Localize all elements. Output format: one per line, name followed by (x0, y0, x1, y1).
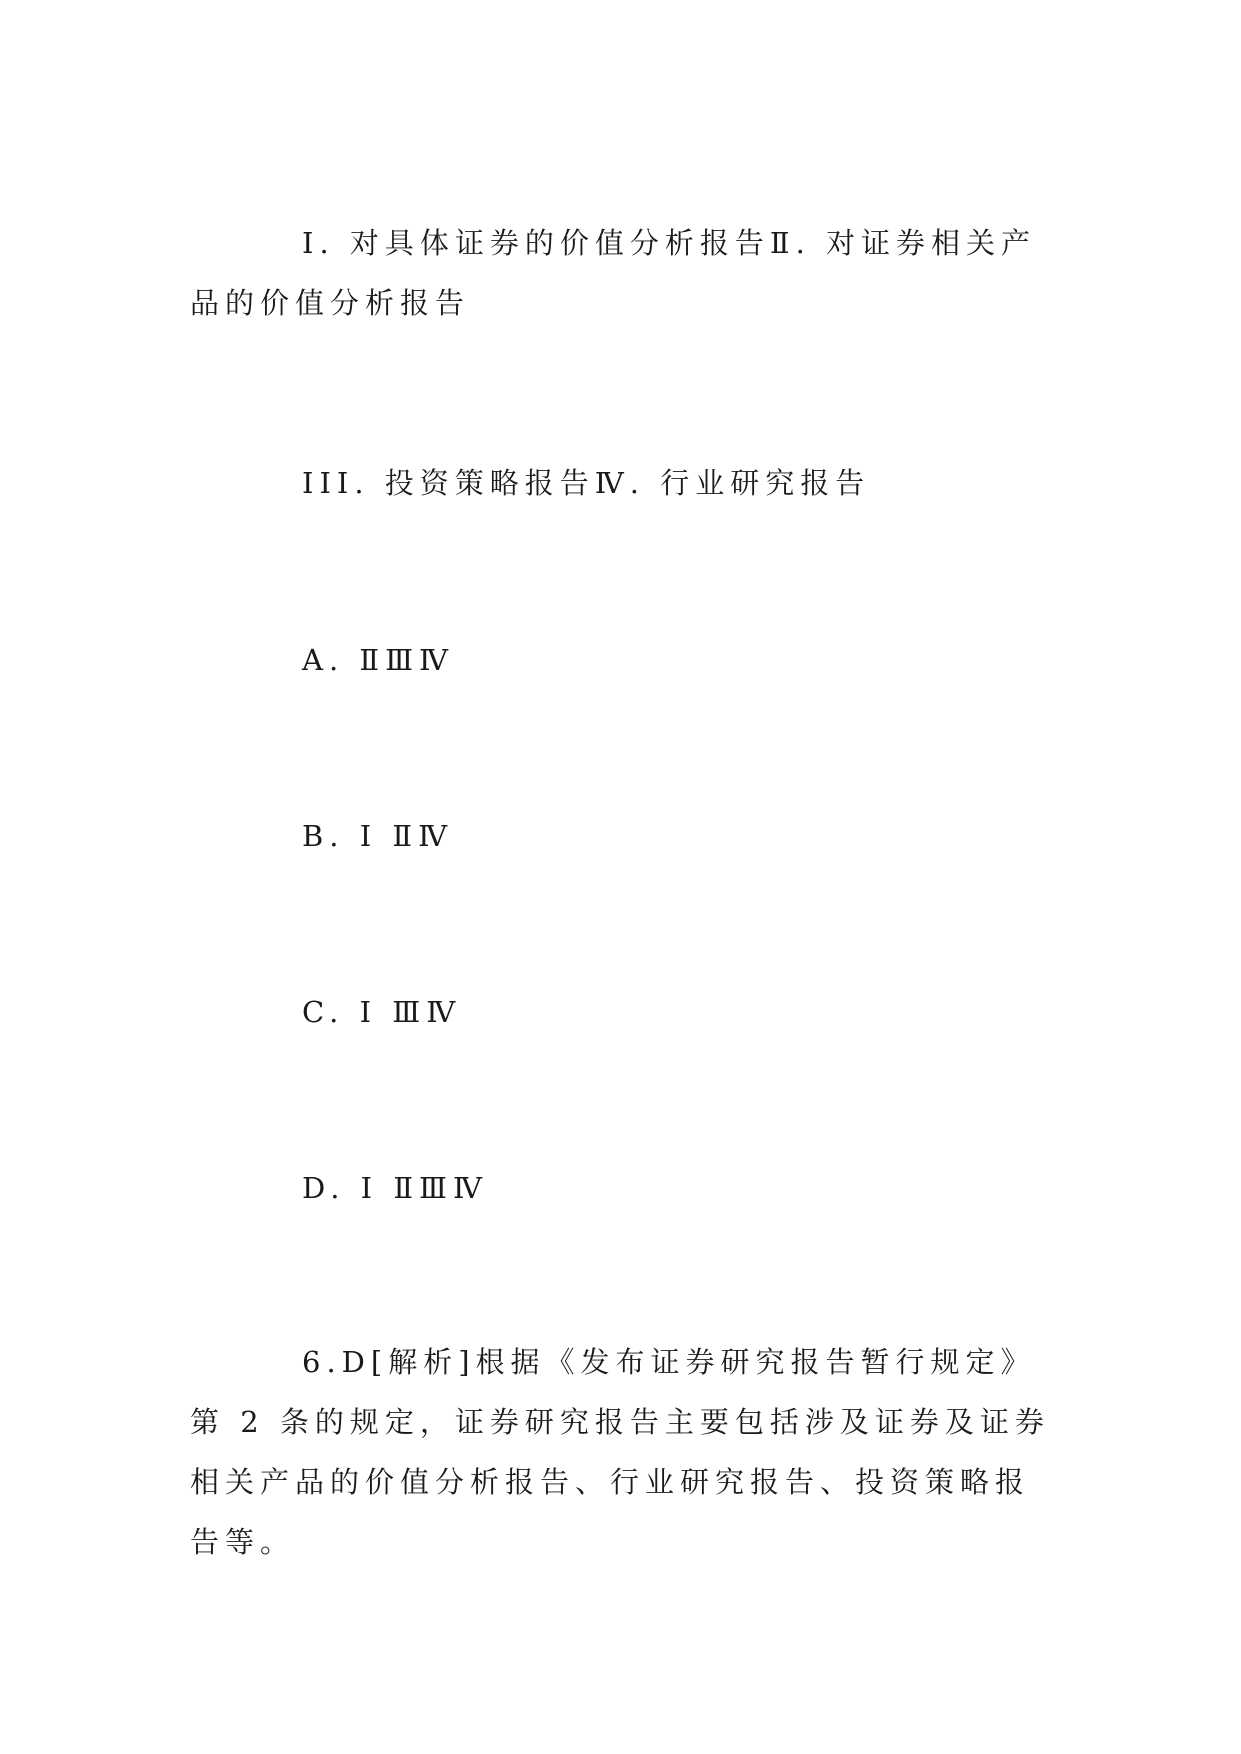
option-c: C. Ⅰ ⅢⅣ (302, 995, 462, 1029)
option-a: A. ⅡⅢⅣ (302, 643, 455, 677)
option-d: D. Ⅰ ⅡⅢⅣ (302, 1171, 488, 1205)
option-b: B. Ⅰ ⅡⅣ (302, 819, 454, 853)
statement-iii-iv: III. 投资策略报告Ⅳ. 行业研究报告 (302, 466, 871, 500)
statement-i-ii: Ⅰ. 对具体证券的价值分析报告Ⅱ. 对证券相关产品的价值分析报告 (190, 226, 1037, 320)
answer-explanation: 6.D[解析]根据《发布证券研究报告暂行规定》第 2 条的规定，证券研究报告主要包括涉及证券及证券相关产品的价值分析报告、行业研究报告、投资策略报告等。 (190, 1345, 1050, 1559)
